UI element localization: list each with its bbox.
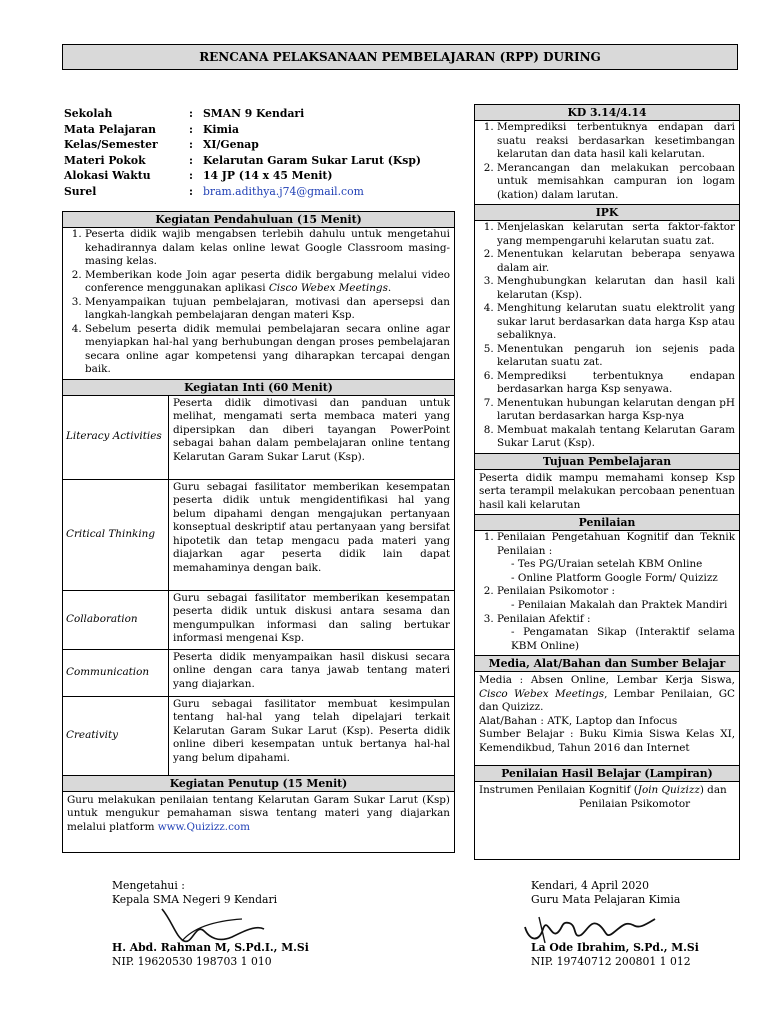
tujuan-header: Tujuan Pembelajaran xyxy=(475,453,739,470)
info-row-topic: Materi Pokok : Kelarutan Garam Sukar Larut (Ksp) xyxy=(64,153,421,167)
list-item: 4. Menghitung kelarutan suatu elektrolit yang sukar larut berdasarkan data harga Ksp atau sebaliknya. xyxy=(497,302,735,343)
page-title: RENCANA PELAKSANAAN PEMBELAJARAN (RPP) DURING xyxy=(62,44,738,70)
list-item: 3. Menyampaikan tujuan pembelajaran, motivasi dan apersepsi dan langkah-langkah pembelajaran dengan materi Ksp. xyxy=(85,296,450,323)
right-column xyxy=(474,104,740,860)
inti-row-collaboration: Collaboration Guru sebagai fasilitator memberikan kesempatan peserta didik untuk diskusi antara sesama dan mengumpulkan informasi dan saling bertukar informasi mengenai Ksp. xyxy=(63,591,454,650)
hasil-header: Penilaian Hasil Belajar (Lampiran) xyxy=(475,765,739,782)
left-column xyxy=(62,211,455,853)
kd-header: KD 3.14/4.14 xyxy=(475,105,739,121)
quizizz-link[interactable]: www.Quizizz.com xyxy=(157,820,250,833)
pendahuluan-list xyxy=(63,228,454,379)
sign-left: Mengetahui : Kepala SMA Negeri 9 Kendari H. Abd. Rahman M, S.Pd.I., M.Si NIP. 19620530 198703 1 010 xyxy=(112,879,309,968)
info-row-time: Alokasi Waktu : 14 JP (14 x 45 Menit) xyxy=(64,169,333,182)
penutup-header: Kegiatan Penutup (15 Menit) xyxy=(63,775,454,792)
inti-table xyxy=(63,396,454,775)
info-row-class: Kelas/Semester : XI/Genap xyxy=(64,138,259,151)
pendahuluan-header: Kegiatan Pendahuluan (15 Menit) xyxy=(63,212,454,228)
list-item: 1. Peserta didik wajib mengabsen terlebih dahulu untuk mengetahui kehadirannya dalam kelas online lewat Google Classroom masing-masing kelas. xyxy=(85,228,450,269)
kd-list xyxy=(475,121,739,204)
list-item: 7. Menentukan hubungan kelarutan dengan pH larutan berdasarkan harga Ksp-nya xyxy=(497,397,735,424)
media-text: Media : Absen Online, Lembar Kerja Siswa, Cisco Webex Meetings, Lembar Penilaian, GC dan Quizizz. Alat/Bahan : ATK, Laptop dan Infocus Sumber Belajar : Buku Kimia Siswa Kelas XI, Kemendikbud, Tahun 2016 dan Internet xyxy=(479,674,735,754)
inti-row-literacy: Literacy Activities Peserta didik dimotivasi dan panduan untuk melihat, mengamati serta membaca materi yang dipersipkan dan diberi tayangan PowerPoint sebagai bahan dalam pembelajaran online tentang Kelarutan Garam Sukar Larut (Ksp). xyxy=(63,396,454,480)
list-item: 2. Merancangan dan melakukan percobaan untuk memisahkan campuran ion logam (kation) dalam larutan. xyxy=(497,162,735,203)
list-item: 4. Sebelum peserta didik memulai pembelajaran secara online agar menyiapkan hal-hal yang berhubungan dengan proses pembelajaran secara online agar kompetensi yang diharapkan tercapai dengan baik. xyxy=(85,323,450,377)
inti-header: Kegiatan Inti (60 Menit) xyxy=(63,379,454,396)
inti-row-communication: Communication Peserta didik menyampaikan hasil diskusi secara online dengan cara tanya jawab tentang materi yang diajarkan. xyxy=(63,650,454,697)
list-item: 1. Memprediksi terbentuknya endapan dari suatu reaksi berdasarkan kesetimbangan kelarutan dan data hasil kali kelarutan. xyxy=(497,121,735,162)
media-header: Media, Alat/Bahan dan Sumber Belajar xyxy=(475,655,739,672)
info-row-subject: Mata Pelajaran : Kimia xyxy=(64,122,240,136)
signature-right-icon xyxy=(521,907,661,949)
ipk-list xyxy=(475,221,739,453)
list-item: 2. Penilaian Psikomotor : - Penilaian Makalah dan Praktek Mandiri xyxy=(497,585,735,612)
inti-row-creativity: Creativity Guru sebagai fasilitator membuat kesimpulan tentang hal-hal yang telah dipelajari terkait Kelarutan Garam Sukar Larut (Ksp). Peserta didik online diberi kesempatan untuk bertanya hal-hal yang belum dipahami. xyxy=(63,697,454,775)
list-item: 3. Menghubungkan kelarutan dan hasil kali kelarutan (Ksp). xyxy=(497,275,735,302)
penilaian-list xyxy=(475,531,739,655)
list-item: 1. Penilaian Pengetahuan Kognitif dan Teknik Penilaian : - Tes PG/Uraian setelah KBM Online - Online Platform Google Form/ Quizizz xyxy=(497,531,735,585)
penilaian-header: Penilaian xyxy=(475,514,739,531)
list-item: 6. Memprediksi terbentuknya endapan berdasarkan harga Ksp senyawa. xyxy=(497,370,735,397)
hasil-text: Instrumen Penilaian Kognitif (Join Quizizz) dan Penilaian Psikomotor xyxy=(479,784,727,810)
sign-right: Kendari, 4 April 2020 Guru Mata Pelajaran Kimia La Ode Ibrahim, S.Pd., M.Si NIP. 19740712 200801 1 012 xyxy=(531,879,699,969)
email-link[interactable]: bram.adithya.j74@gmail.com xyxy=(203,184,364,198)
list-item: 1. Menjelaskan kelarutan serta faktor-faktor yang mempengaruhi kelarutan suatu zat. xyxy=(497,221,735,248)
list-item: 5. Menentukan pengaruh ion sejenis pada kelarutan suatu zat. xyxy=(497,343,735,370)
ipk-header: IPK xyxy=(475,204,739,221)
list-item: 8. Membuat makalah tentang Kelarutan Garam Sukar Larut (Ksp). xyxy=(497,424,735,451)
signature-left-icon xyxy=(152,901,272,949)
list-item: 2. Memberikan kode Join agar peserta didik bergabung melalui video conference menggunakan aplikasi Cisco Webex Meetings. xyxy=(85,269,450,296)
info-row-school: Sekolah : SMAN 9 Kendari xyxy=(64,107,305,120)
list-item: 3. Penilaian Afektif : - Pengamatan Sikap (Interaktif selama KBM Online) xyxy=(497,613,735,654)
penutup-text: Guru melakukan penilaian tentang Kelarutan Garam Sukar Larut (Ksp) untuk mengukur pemahaman siswa tentang materi yang diajarkan melalui platform www.Quizizz.com xyxy=(67,793,450,833)
tujuan-text: Peserta didik mampu memahami konsep Ksp serta terampil melakukan percobaan penentuan hasil kali kelarutan xyxy=(479,471,735,511)
inti-row-critical: Critical Thinking Guru sebagai fasilitator memberikan kesempatan peserta didik untuk mengidentifikasi hal yang belum dipahami dengan mengajukan pertanyaan konseptual deskriptif atau pertanyaan yang bersifat hipotetik dan tetap mengacu pada materi yang diajarkan agar peserta didik lain dapat memahaminya dengan baik. xyxy=(63,480,454,591)
list-item: 2. Menentukan kelarutan beberapa senyawa dalam air. xyxy=(497,248,735,275)
info-row-email: Surel : bram.adithya.j74@gmail.com xyxy=(64,184,364,198)
school-info xyxy=(64,106,464,199)
